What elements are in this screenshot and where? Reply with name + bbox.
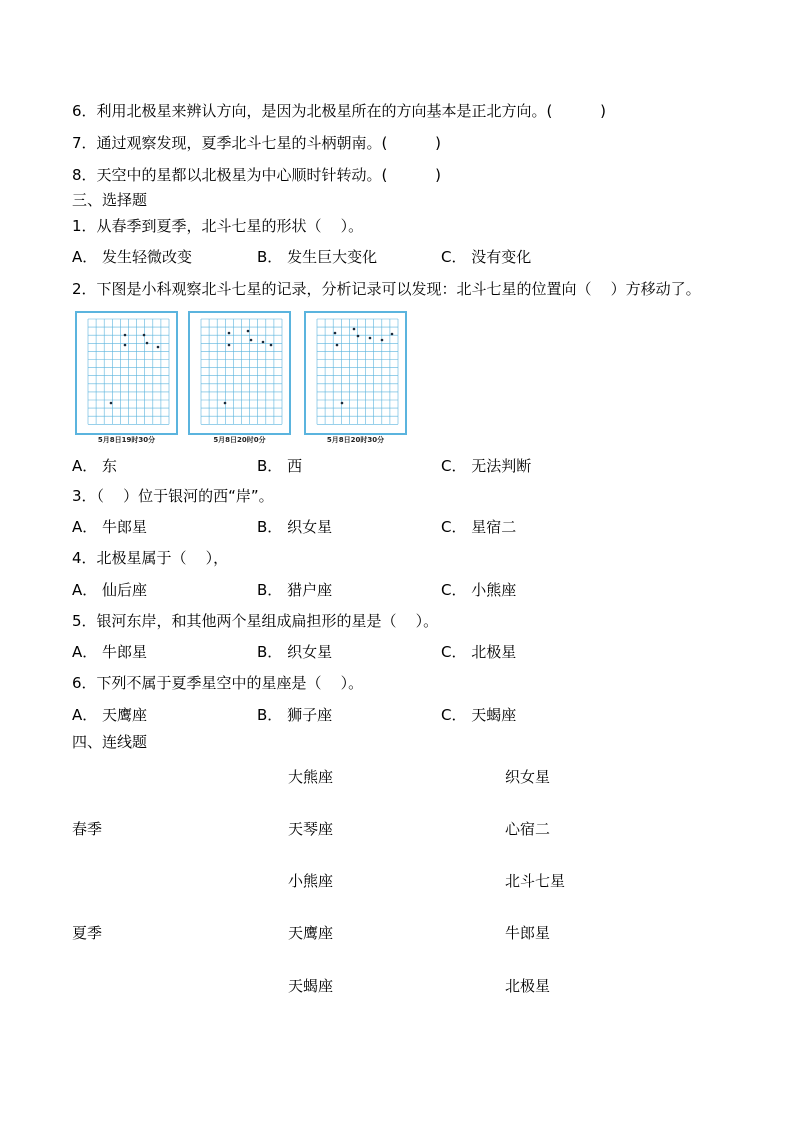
question-4-stem: 4．北极星属于（ ）， [72,549,229,567]
match-season-summer: 夏季 [72,924,103,942]
grid-svg-2 [190,313,293,437]
question-6-stem: 6．下列不属于夏季星空中的星座是（ ）。 [72,674,364,692]
question-3-stem: 3．（ ）位于银河的西“岸”。 [72,487,274,505]
tf-item-8: 8．天空中的星都以北极星为中心顺时针转动。( ) [72,166,441,184]
q6-option-b: B． 狮子座 [257,706,333,724]
q2-option-a: A． 东 [72,457,118,475]
match-star-2: 心宿二 [505,820,551,838]
section-title-choice: 三、选择题 [72,191,148,209]
star-dot [110,402,113,405]
star-dot [381,339,384,342]
star-dot [357,335,360,338]
section-title-matching: 四、连线题 [72,733,148,751]
star-dot [250,339,253,342]
match-constellation-5: 天蝎座 [288,977,334,995]
question-2-stem: 2．下图是小科观察北斗七星的记录，分析记录可以发现：北斗七星的位置向（ ）方移动了。 [72,280,701,298]
match-star-3: 北斗七星 [505,872,566,890]
grid-svg-3 [306,313,409,437]
tf-item-6: 6．利用北极星来辨认方向，是因为北极星所在的方向基本是正北方向。( ) [72,102,606,120]
q2-option-c: C． 无法判断 [441,457,532,475]
q4-option-c: C． 小熊座 [441,581,517,599]
match-season-spring: 春季 [72,820,103,838]
question-5-stem: 5．银河东岸，和其他两个星组成扁担形的星是（ ）。 [72,612,439,630]
star-dot [334,332,337,335]
match-constellation-4: 天鹰座 [288,924,334,942]
q6-option-c: C． 天蝎座 [441,706,517,724]
q1-option-b: B． 发生巨大变化 [257,248,378,266]
q3-option-a: A． 牛郎星 [72,518,148,536]
match-star-5: 北极星 [505,977,551,995]
match-constellation-3: 小熊座 [288,872,334,890]
grid-caption-1: 5月8日19时30分 [97,436,156,444]
q4-option-b: B． 猎户座 [257,581,333,599]
star-dot [228,332,231,335]
star-dot [391,333,394,336]
star-dot [369,337,372,340]
grid-svg-1 [77,313,180,437]
star-dot [157,346,160,349]
star-dot [353,328,356,331]
q5-option-c: C． 北极星 [441,643,517,661]
q5-option-b: B． 织女星 [257,643,333,661]
match-star-1: 织女星 [505,768,551,786]
q1-option-a: A． 发生轻微改变 [72,248,193,266]
star-dot [224,402,227,405]
q3-option-b: B． 织女星 [257,518,333,536]
match-constellation-2: 天琴座 [288,820,334,838]
star-dot [270,344,273,347]
star-dot [124,334,127,337]
star-dot [247,330,250,333]
q2-option-b: B． 西 [257,457,303,475]
star-dot [336,344,339,347]
match-star-4: 牛郎星 [505,924,551,942]
question-1-stem: 1．从春季到夏季，北斗七星的形状（ ）。 [72,217,364,235]
observation-grid-2 [188,311,291,435]
star-dot [228,344,231,347]
q3-option-c: C． 星宿二 [441,518,517,536]
star-dot [146,342,149,345]
q6-option-a: A． 天鹰座 [72,706,148,724]
star-dot [341,402,344,405]
star-dot [143,334,146,337]
q5-option-a: A． 牛郎星 [72,643,148,661]
q1-option-c: C． 没有变化 [441,248,532,266]
observation-grid-1 [75,311,178,435]
tf-item-7: 7．通过观察发现，夏季北斗七星的斗柄朝南。( ) [72,134,441,152]
star-dot [124,344,127,347]
match-constellation-1: 大熊座 [288,768,334,786]
grid-caption-3: 5月8日20时30分 [326,436,385,444]
q4-option-a: A． 仙后座 [72,581,148,599]
grid-caption-2: 5月8日20时0分 [213,436,266,444]
star-dot [262,341,265,344]
observation-grid-3 [304,311,407,435]
